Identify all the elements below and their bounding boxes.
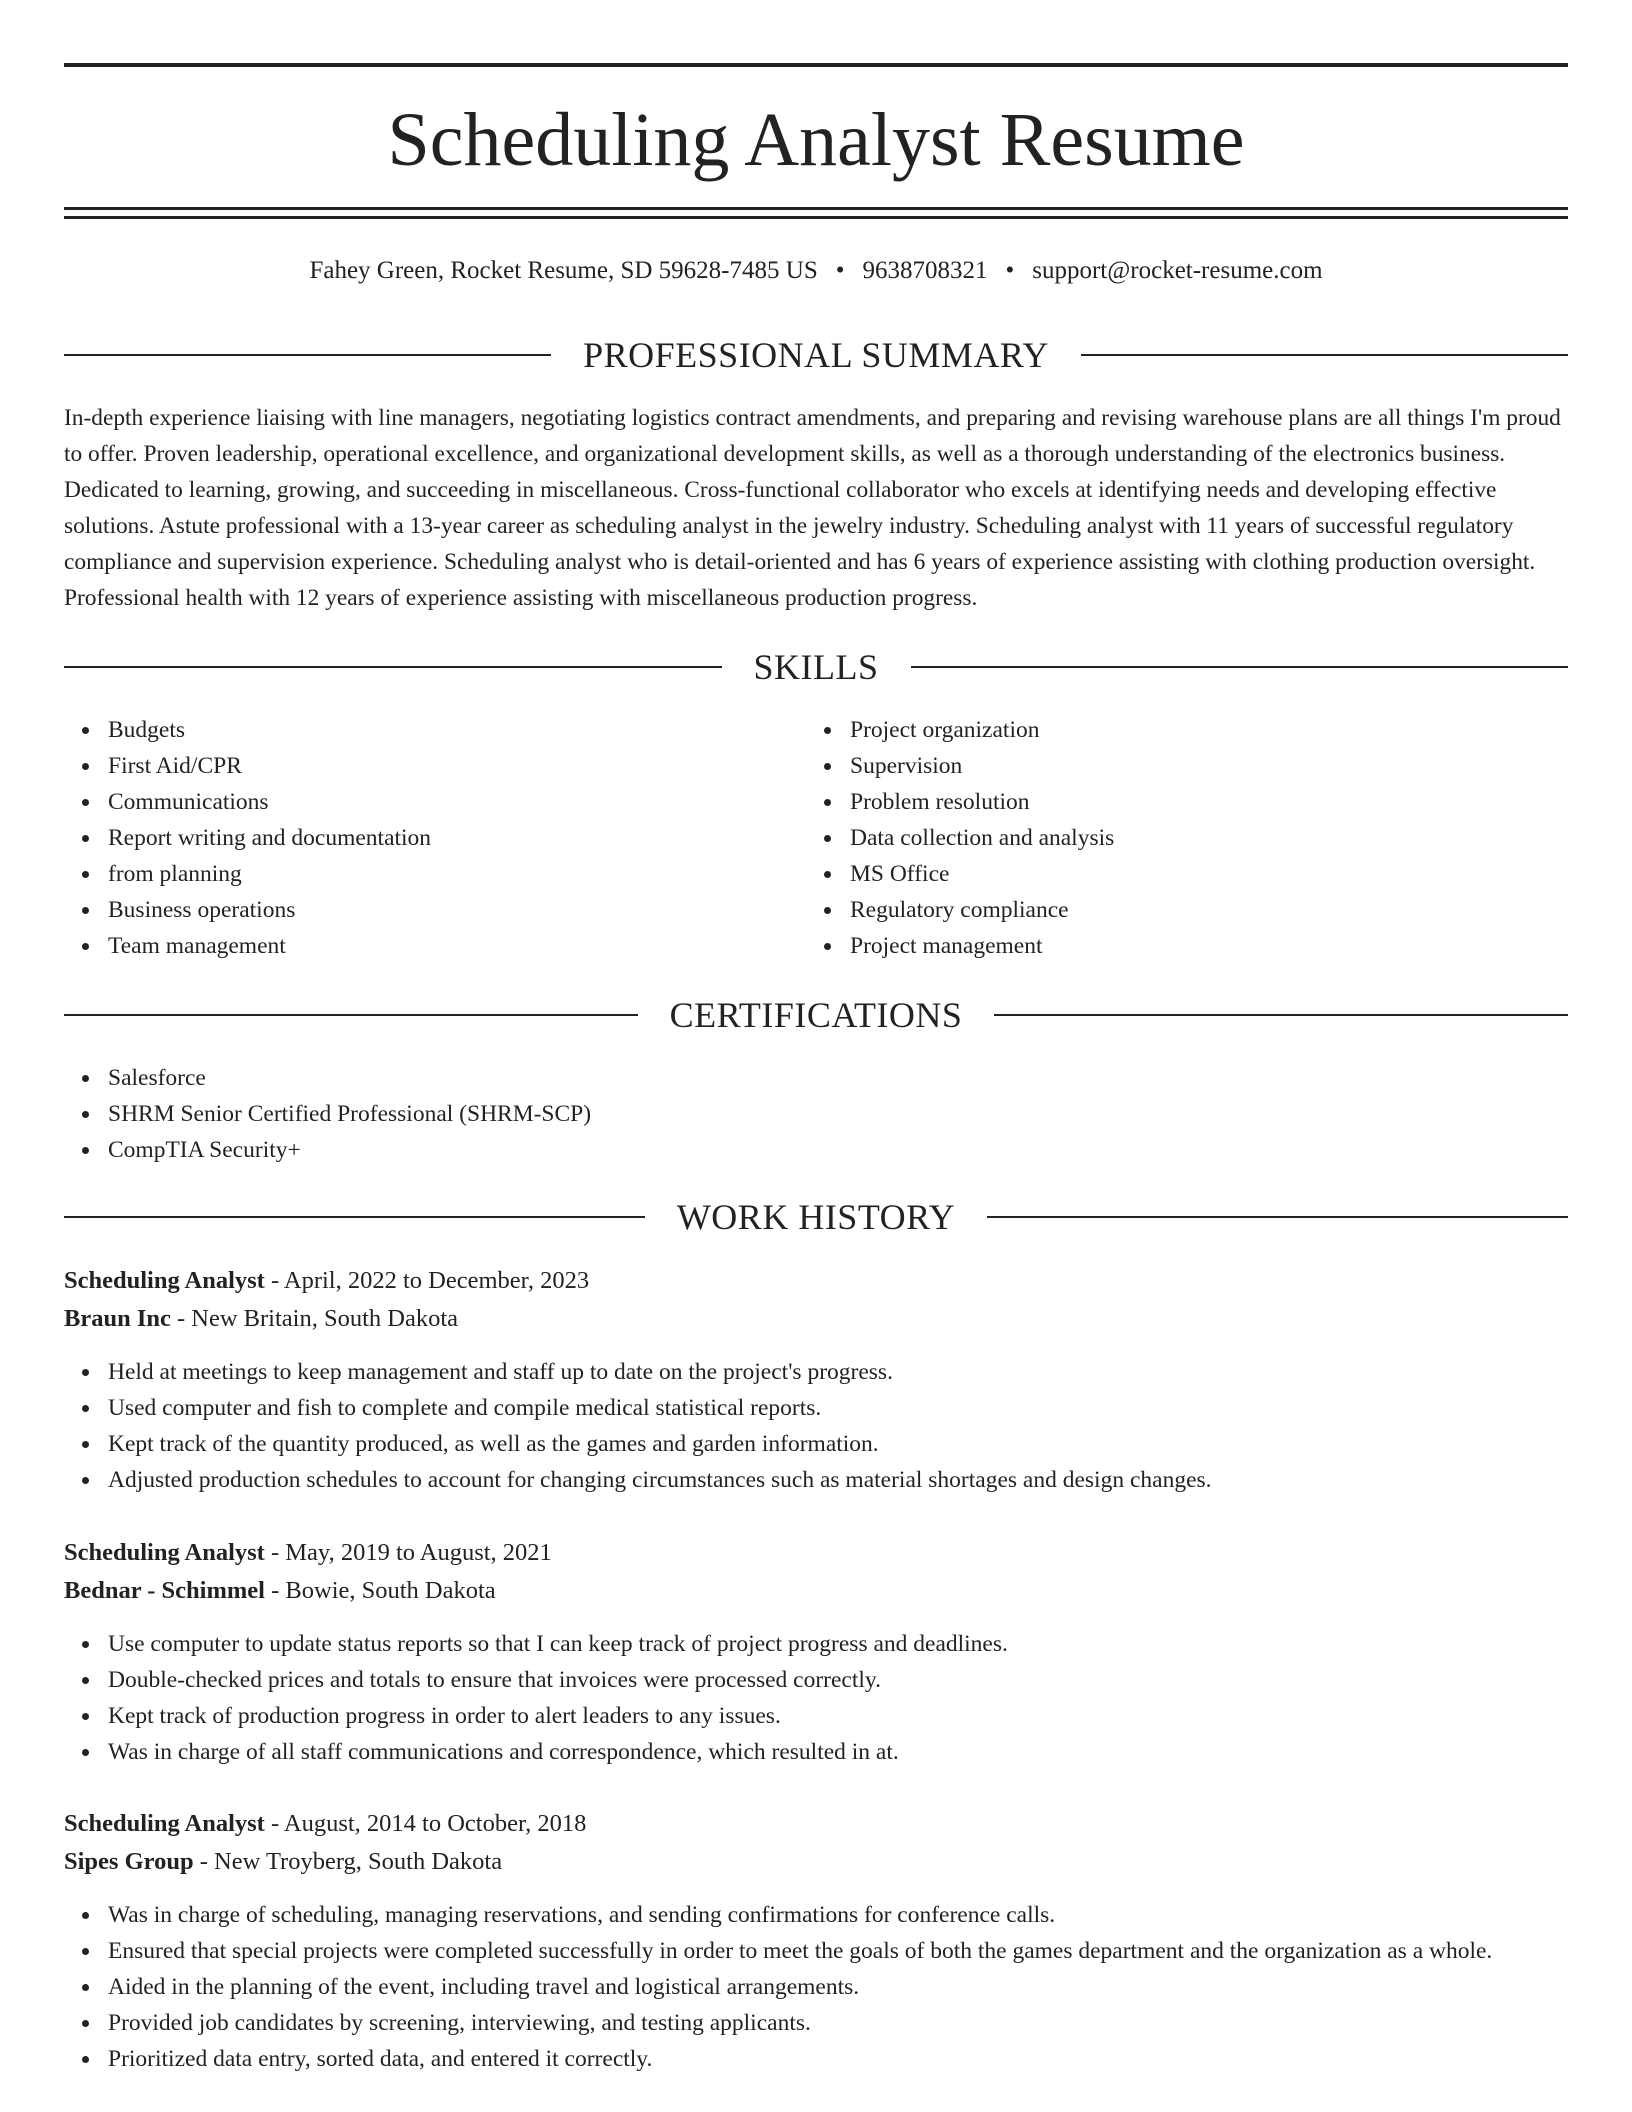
certification-item: CompTIA Security+ — [108, 1132, 1568, 1168]
job-company-line — [64, 1300, 1568, 1338]
skill-item: Report writing and documentation — [108, 820, 764, 856]
section-heading-work-history — [64, 1195, 1568, 1239]
summary-paragraph: In-depth experience liaising with line managers, negotiating logistics contract amendments, and preparing and revising warehouse plans are all things I'm proud to offer. Proven leadership, operational excellence, and organizational development skills, as well as a thorough understanding of the electronics business. Dedicated to learning, growing, and succeeding in miscellaneous. Cross-functional collaborator who excels at identifying needs and developing effective solutions. Astute professional with a 13-year career as scheduling analyst in the jewelry industry. Scheduling analyst with 11 years of successful regulatory compliance and supervision experience. Scheduling analyst who is detail-oriented and has 6 years of experience assisting with clothing production oversight. Professional health with 12 years of experience assisting with miscellaneous production progress. — [64, 405, 1561, 611]
contact-separator: • — [1005, 257, 1015, 284]
skill-item: MS Office — [850, 856, 1506, 892]
section-heading-summary — [64, 333, 1568, 377]
job-bullet: Provided job candidates by screening, interviewing, and testing applicants. — [108, 2005, 1568, 2041]
job-bullet: Use computer to update status reports so that I can keep track of project progress and deadlines. — [108, 1626, 1568, 1662]
skill-item: Data collection and analysis — [850, 820, 1506, 856]
skill-item: from planning — [108, 856, 764, 892]
section-heading-skills — [64, 645, 1568, 689]
contact-email: support@rocket-resume.com — [1032, 257, 1323, 284]
skill-item: Project management — [850, 928, 1506, 964]
heading-rule — [64, 666, 722, 668]
skill-item: Supervision — [850, 748, 1506, 784]
skill-item: First Aid/CPR — [108, 748, 764, 784]
job-bullet: Used computer and fish to complete and compile medical statistical reports. — [108, 1390, 1568, 1426]
job-bullets — [64, 1354, 1568, 1498]
heading-rule — [64, 1216, 645, 1218]
section-title-summary: PROFESSIONAL SUMMARY — [583, 335, 1049, 375]
job-bullet: Adjusted production schedules to account for changing circumstances such as material shortages and design changes. — [108, 1462, 1568, 1498]
job-bullets — [64, 1897, 1568, 2077]
job-entry — [64, 1534, 1568, 1770]
job-bullet: Was in charge of all staff communications and correspondence, which resulted in at. — [108, 1734, 1568, 1770]
job-dates: - May, 2019 to August, 2021 — [264, 1539, 552, 1566]
job-company: Bednar - Schimmel — [64, 1577, 265, 1604]
heading-rule — [64, 354, 551, 356]
job-title: Scheduling Analyst — [64, 1267, 265, 1294]
job-bullet: Kept track of production progress in order to alert leaders to any issues. — [108, 1698, 1568, 1734]
job-bullet: Prioritized data entry, sorted data, and entered it correctly. — [108, 2041, 1568, 2077]
job-company: Sipes Group — [64, 1848, 194, 1875]
job-bullet: Held at meetings to keep management and staff up to date on the project's progress. — [108, 1354, 1568, 1390]
skill-item: Project organization — [850, 712, 1506, 748]
skill-item: Team management — [108, 928, 764, 964]
job-bullet: Double-checked prices and totals to ensure that invoices were processed correctly. — [108, 1662, 1568, 1698]
job-bullet: Was in charge of scheduling, managing reservations, and sending confirmations for conference calls. — [108, 1897, 1568, 1933]
top-rule — [64, 63, 1568, 67]
skill-item: Regulatory compliance — [850, 892, 1506, 928]
heading-rule — [1081, 354, 1568, 356]
contact-address: Fahey Green, Rocket Resume, SD 59628-7485 US — [309, 257, 818, 284]
job-dates: - August, 2014 to October, 2018 — [264, 1810, 587, 1837]
job-entry — [64, 1262, 1568, 1498]
heading-rule — [911, 666, 1569, 668]
certification-item: Salesforce — [108, 1060, 1568, 1096]
certifications-list — [64, 1060, 1568, 1168]
job-company-line — [64, 1843, 1568, 1881]
skill-item: Problem resolution — [850, 784, 1506, 820]
section-title-certifications: CERTIFICATIONS — [669, 995, 963, 1035]
skills-column-left — [64, 712, 764, 964]
certification-item: SHRM Senior Certified Professional (SHRM-SCP) — [108, 1096, 1568, 1132]
section-title-skills: SKILLS — [753, 647, 879, 687]
job-dates: - April, 2022 to December, 2023 — [264, 1267, 590, 1294]
skill-item: Budgets — [108, 712, 764, 748]
job-bullet: Ensured that special projects were completed successfully in order to meet the goals of both the games department and the organization as a whole. — [108, 1933, 1568, 1969]
resume-title: Scheduling Analyst Resume — [387, 98, 1245, 182]
job-bullet: Aided in the planning of the event, including travel and logistical arrangements. — [108, 1969, 1568, 2005]
contact-phone: 9638708321 — [862, 257, 988, 284]
job-role-line — [64, 1805, 1568, 1843]
heading-rule — [994, 1014, 1568, 1016]
heading-rule — [64, 1014, 638, 1016]
job-bullet: Kept track of the quantity produced, as well as the games and garden information. — [108, 1426, 1568, 1462]
skills-column-right — [806, 712, 1506, 964]
job-role-line — [64, 1534, 1568, 1572]
job-location: - Bowie, South Dakota — [265, 1577, 496, 1604]
job-entry — [64, 1805, 1568, 2077]
job-location: - New Troyberg, South Dakota — [193, 1848, 503, 1875]
skill-item: Communications — [108, 784, 764, 820]
contact-separator: • — [835, 257, 845, 284]
job-title: Scheduling Analyst — [64, 1539, 265, 1566]
job-company: Braun Inc — [64, 1305, 171, 1332]
section-title-work-history: WORK HISTORY — [676, 1197, 956, 1237]
job-bullets — [64, 1626, 1568, 1770]
skill-item: Business operations — [108, 892, 764, 928]
job-role-line — [64, 1262, 1568, 1300]
section-heading-certifications — [64, 993, 1568, 1037]
contact-line — [64, 254, 1568, 288]
heading-rule — [987, 1216, 1568, 1218]
job-company-line — [64, 1572, 1568, 1610]
job-location: - New Britain, South Dakota — [170, 1305, 459, 1332]
title-double-rule — [64, 207, 1568, 219]
job-title: Scheduling Analyst — [64, 1810, 265, 1837]
